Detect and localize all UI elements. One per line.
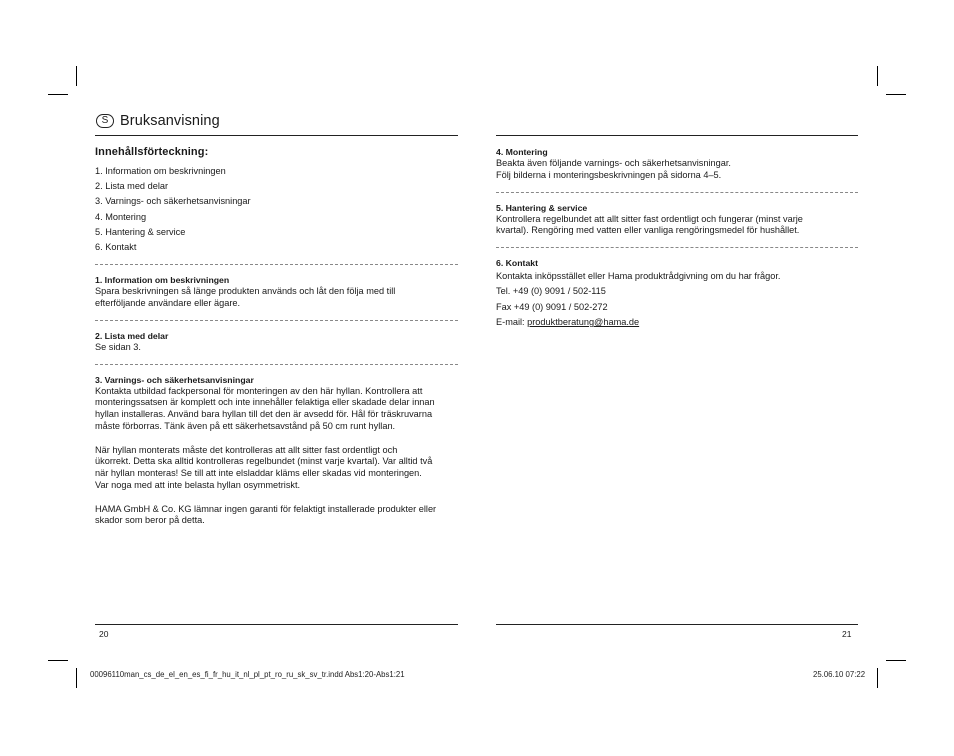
contact-fax: Fax +49 (0) 9091 / 502-272 [496,301,608,312]
crop-mark [886,660,906,661]
footer-rule [95,624,458,625]
slug-filename: 00096110man_cs_de_el_en_es_fi_fr_hu_it_nl_pl_pt_ro_ru_sk_sv_tr.indd Abs1:20-Abs1:21 [90,670,405,679]
section-divider [496,192,858,193]
section-heading: 2. Lista med delar [95,330,169,341]
page-number-left: 20 [99,629,109,639]
body-line: Se sidan 3. [95,341,141,352]
section-body [95,342,458,354]
toc-item: 1. Information om beskrivningen [95,166,226,176]
toc-item: 5. Hantering & service [95,226,186,237]
body-line: Var noga med att inte belasta hyllan osymmetriskt. [95,479,301,490]
section-care [496,203,858,238]
toc-list [95,164,458,255]
left-page [95,110,458,527]
section-heading: 5. Hantering & service [496,202,588,213]
header-rule [95,135,458,136]
footer-rule [496,624,858,625]
section-body [95,386,458,528]
toc-item: 3. Varnings- och säkerhetsanvisningar [95,196,251,207]
contact-phone: Tel. +49 (0) 9091 / 502-115 [496,286,606,297]
toc-heading: Innehållsförteckning: [95,146,209,158]
page-header [95,110,458,132]
page-number-right: 21 [842,629,852,639]
body-line: ükorrekt. Detta ska alltid kontrolleras regelbundet (minst varje kvartal). Var alltid två [95,456,433,467]
body-line: monteringssatsen är komplett och inte innehåller felaktiga eller skadade delar innan [95,397,435,408]
section-divider [496,247,858,248]
section-heading: 3. Varnings- och säkerhetsanvisningar [95,374,254,385]
crop-mark [48,94,68,95]
crop-mark [76,668,77,688]
section-assembly [496,147,858,182]
section-body [496,158,858,182]
body-line: Kontakta utbildad fackpersonal för monteringen av den här hyllan. Kontrollera att [95,385,423,396]
section-divider [95,264,458,265]
section-information [95,275,458,310]
body-line: kvartal). Rengöring med vatten eller vanliga rengöringsmedel för hushållet. [496,225,800,236]
section-safety [95,375,458,528]
section-divider [95,320,458,321]
crop-mark [48,660,68,661]
body-line: efterföljande användare eller ägare. [95,298,241,309]
toc-item: 2. Lista med delar [95,181,169,192]
crop-mark [886,94,906,95]
right-page [496,136,858,330]
body-line: HAMA GmbH & Co. KG lämnar ingen garanti för felaktigt installerade produkter eller [95,503,437,514]
section-heading: 6. Kontakt [496,258,538,269]
body-line: Beakta även följande varnings- och säkerhetsanvisningar. [496,158,731,168]
body-line: Följ bilderna i monteringsbeskrivningen på sidorna 4–5. [496,169,722,180]
body-line: Spara beskrivningen så länge produkten används och låt den följa med till [95,286,396,297]
section-body [95,286,458,310]
section-heading: 4. Montering [496,147,548,157]
section-contact [496,258,858,330]
toc-item: 6. Kontakt [95,242,137,253]
body-line: måste förborras. Tänk även på ett säkerhetsavstånd på 50 cm runt hyllan. [95,421,396,431]
contact-intro: Kontakta inköpsstället eller Hama produktrådgivning om du har frågor. [496,271,781,282]
body-line: När hyllan monterats måste det kontrolleras att allt sitter fast ordentligt och [95,444,398,455]
body-line: när hyllan monteras! Se till att inte elsladdar kläms eller skadas vid monteringen. [95,468,422,479]
slug-date: 25.06.10 07:22 [813,670,866,679]
email-link[interactable]: produktberatung@hama.de [527,317,640,328]
toc-item: 4. Montering [95,211,147,222]
page-title: Bruksanvisning [120,113,220,129]
crop-mark [877,66,878,86]
section-divider [95,364,458,365]
contact-email-row [496,315,858,330]
crop-mark [76,66,77,86]
section-heading: 1. Information om beskrivningen [95,275,230,286]
section-body [496,214,858,238]
body-line: skador som beror på detta. [95,515,205,526]
crop-mark [877,668,878,688]
body-line: Kontrollera regelbundet att allt sitter fast ordentligt och fungerar (minst varje [496,213,803,224]
email-label: E-mail: [496,317,528,328]
section-parts-list [95,331,458,354]
language-badge: S [96,114,114,128]
body-line: hyllan installeras. Använd bara hyllan till det den är avsedd för. Hål för träskruvarna [95,409,433,420]
